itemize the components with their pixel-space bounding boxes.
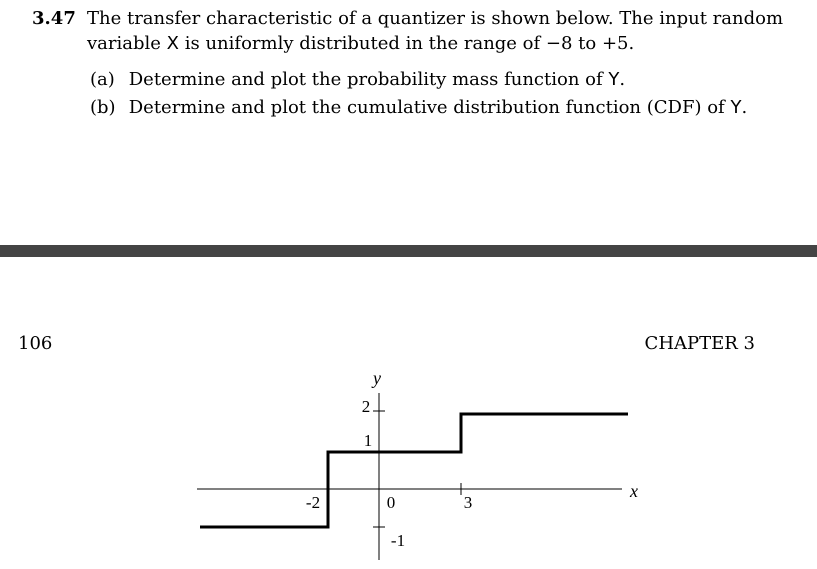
part-a-variable: Y <box>608 69 620 90</box>
problem-number: 3.47 <box>32 8 76 29</box>
problem-line-2-pre: variable <box>87 33 161 54</box>
part-b-label: (b) <box>90 97 116 118</box>
y-axis-label: y <box>373 368 381 388</box>
x-axis-label: x <box>630 481 638 501</box>
part-a-end: . <box>619 69 626 90</box>
chapter-header: CHAPTER 3 <box>644 333 755 354</box>
tick-label-y-neg1: -1 <box>390 531 406 550</box>
part-b-variable: Y <box>730 97 742 118</box>
variable-x: X <box>166 33 180 54</box>
tick-label-x-neg2: -2 <box>305 493 321 512</box>
transfer-characteristic <box>200 414 628 527</box>
tick-label-y-1: 1 <box>363 431 373 450</box>
part-a-text: Determine and plot the probability mass function of <box>128 69 603 90</box>
page-number: 106 <box>18 333 53 354</box>
tick-label-x-3: 3 <box>463 493 473 512</box>
tick-label-y-2: 2 <box>361 397 371 416</box>
tick-label-x-0: 0 <box>386 493 396 512</box>
part-b-text: Determine and plot the cumulative distribution function (CDF) of <box>128 97 725 118</box>
part-b-end: . <box>741 97 748 118</box>
problem-line-2-post: is uniformly distributed in the range of −8 to +5. <box>184 33 635 54</box>
problem-line-1: The transfer characteristic of a quantizer is shown below. The input random <box>87 8 784 29</box>
part-a-label: (a) <box>90 69 115 90</box>
